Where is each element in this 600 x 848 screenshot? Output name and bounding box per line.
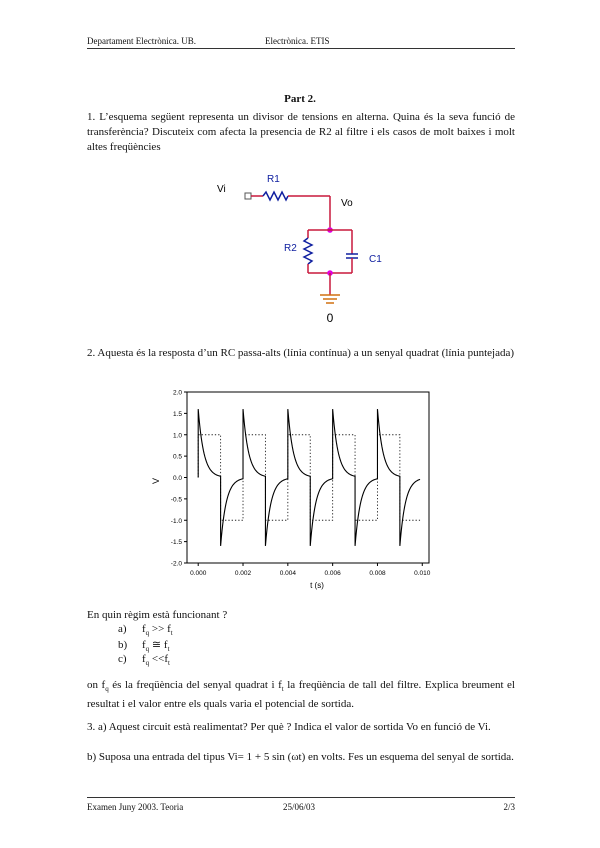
circuit-label-r2: R2 [284,243,297,254]
footer-rule [87,797,515,798]
header-course: Electrònica. ETIS [265,36,330,46]
y-tick-label: 1.5 [172,410,182,418]
part-title: Part 2. [284,93,316,105]
footer-date: 25/06/03 [283,802,316,812]
y-tick-label: -0.5 [170,496,182,504]
ground-symbol [320,295,340,303]
y-tick-label: -1.5 [170,539,182,547]
question-3a-text: 3. a) Aquest circuit està realimentat? Per què ? Indica el valor de sortida Vo en funció de Vi. [87,721,491,733]
x-tick-label: 0.002 [234,570,252,577]
question-1-text: 1. L’esquema següent representa un divisor de tensions en alterna. Quina és la seva funció de transferència? Discuteix com afecta la presencia de R2 al filtre i els casos de molt baixes i molt altes freqüències [87,111,515,153]
y-axis-ticks [171,390,187,568]
question-2b-text: En quin règim està funcionant ? [87,609,228,621]
option-c-letter: c) [118,653,127,665]
y-tick-label: 0.5 [172,453,182,461]
option-a [118,623,173,637]
x-axis-ticks [190,563,431,577]
series-square-dotted [198,435,420,521]
input-terminal [245,193,251,199]
x-axis-label: t (s) [310,581,324,590]
option-c-rel: <<f [149,653,168,665]
option-b-letter: b) [118,639,128,651]
option-c [118,653,170,667]
circuit-label-ground: 0 [326,311,334,325]
option-c-sub1: q [145,659,150,668]
rc-response-chart [145,382,445,597]
x-tick-label: 0.000 [190,570,207,577]
x-tick-label: 0.008 [369,570,386,577]
plot-frame [187,392,429,563]
option-c-sub2: t [168,659,170,668]
footer-exam: Examen Juny 2003. Teoria [87,802,184,812]
option-a-letter: a) [118,623,127,635]
option-a-f: f [142,623,146,635]
y-tick-label: 2.0 [172,389,182,397]
resistor-r1 [263,192,288,200]
y-axis-label: V [151,477,161,485]
option-b-sub1: q [145,645,150,654]
question-3b-text: b) Suposa una entrada del tipus Vi= 1 + 5 sin (ωt) en volts. Fes un esquema del senyal de sortida. [87,751,514,763]
resistor-r2 [304,238,312,264]
option-b-f: f [142,639,146,651]
question-2-text: 2. Aquesta és la resposta d’un RC passa-alts (línia contínua) a un senyal quadrat (línia puntejada) [87,347,515,359]
footer-page-number: 2/3 [503,802,515,812]
y-tick-label: -2.0 [170,560,182,568]
circuit-diagram [200,168,400,328]
option-a-rel: >> f [149,623,171,635]
question-2b-explanation: on $f_q$ és la freqüència del senyal quadrat i $f_t$ la freqüència de tall del filtre. Explica breument el resultat i el valor entre els quals varia el potencial de sortida. [87,679,515,711]
header-rule [87,48,515,49]
x-tick-label: 0.004 [279,570,296,577]
option-a-sub2: t [170,629,173,638]
header-department: Departament Electrònica. UB. [87,36,196,46]
series-rc-output [198,409,420,546]
x-tick-label: 0.010 [414,570,431,577]
option-b-sub2: t [167,645,170,654]
y-tick-label: -1.0 [170,517,182,525]
y-tick-label: 1.0 [172,432,182,440]
option-a-sub1: q [145,629,150,638]
y-tick-label: 0.0 [172,475,182,482]
circuit-label-vo: Vo [341,198,353,209]
circuit-label-vi: Vi [217,184,226,195]
option-c-f: f [142,653,146,665]
option-b [118,638,170,653]
x-tick-label: 0.006 [324,570,341,577]
circuit-label-r1: R1 [267,174,280,185]
option-b-rel: ≅ f [149,639,168,651]
circuit-label-c1: C1 [369,254,382,265]
